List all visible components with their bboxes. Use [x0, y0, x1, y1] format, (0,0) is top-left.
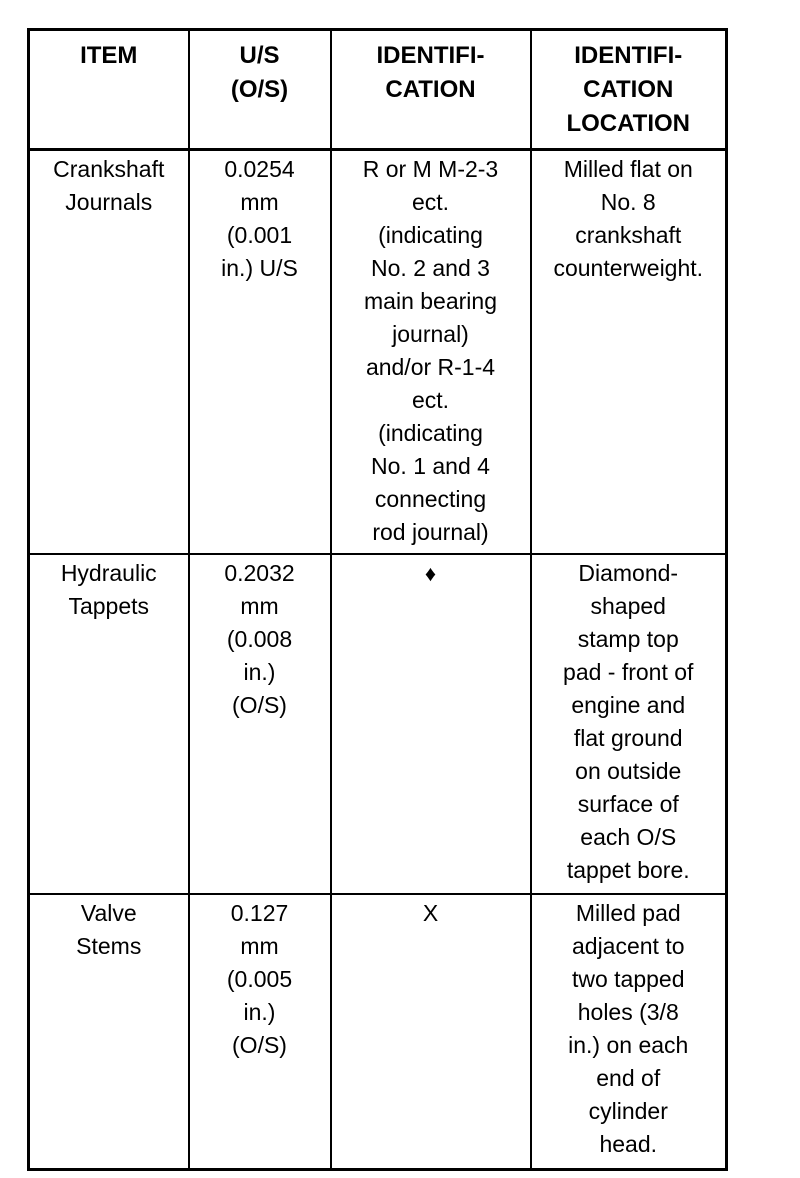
cell-line: stamp top	[577, 625, 679, 652]
cell-line: two tapped	[571, 965, 685, 992]
undersize-oversize-identification-table	[27, 28, 728, 1171]
cell-location	[531, 150, 727, 554]
cell-item	[29, 554, 189, 894]
header-item	[29, 30, 189, 150]
cell-line: engine and	[571, 691, 686, 718]
cell-line: X	[422, 899, 439, 926]
cell-line: No. 2 and 3	[371, 255, 490, 281]
cell-size	[189, 554, 331, 894]
header-us-os	[189, 30, 331, 150]
cell-size	[189, 894, 331, 1170]
header-identification-location	[531, 30, 727, 150]
cell-line: Crankshaft	[53, 156, 165, 182]
cell-line: in.) on each	[568, 1031, 689, 1058]
cell-line: head.	[599, 1130, 658, 1157]
cell-line: Valve	[80, 899, 137, 926]
cell-line: Diamond-	[578, 559, 679, 586]
cell-identification	[331, 150, 531, 554]
cell-line: cylinder	[588, 1097, 668, 1124]
header-location-line: IDENTIFI-	[574, 42, 683, 69]
diamond-icon: ♦	[424, 560, 437, 586]
cell-size	[189, 150, 331, 554]
cell-line: and/or R-1-4	[365, 354, 496, 380]
cell-line: Journals	[65, 189, 153, 215]
cell-line: ect.	[411, 189, 450, 215]
header-location-line: CATION	[583, 76, 674, 103]
table-row-hydraulic-tappets	[29, 554, 727, 894]
cell-line: each O/S	[580, 823, 677, 850]
header-row	[29, 30, 727, 150]
cell-line: mm	[240, 592, 279, 619]
cell-line: in.)	[243, 658, 276, 685]
cell-line: mm	[240, 932, 279, 959]
cell-line: Tappets	[68, 592, 150, 619]
cell-line: No. 1 and 4	[371, 453, 490, 479]
cell-line: (0.001	[226, 222, 293, 248]
cell-line: (indicating	[378, 420, 483, 446]
header-us-os-line: (O/S)	[230, 76, 289, 103]
header-item-line: ITEM	[80, 42, 138, 69]
header-identification-line: IDENTIFI-	[376, 42, 485, 69]
cell-line: tappet bore.	[566, 856, 690, 883]
cell-line: rod journal)	[372, 519, 489, 545]
header-us-os-line: U/S	[239, 42, 280, 69]
cell-line: in.) U/S	[221, 255, 298, 281]
cell-line: 0.0254	[224, 156, 295, 182]
cell-line: Milled flat on	[563, 156, 693, 182]
cell-line: in.)	[243, 998, 276, 1025]
cell-line: flat ground	[573, 724, 683, 751]
cell-line: end of	[596, 1064, 661, 1091]
cell-line: journal)	[392, 321, 469, 347]
header-location-line: LOCATION	[566, 110, 691, 137]
table-row-valve-stems	[29, 894, 727, 1170]
cell-line: R or M M-2-3	[362, 156, 499, 182]
cell-line: No. 8	[600, 189, 656, 215]
cell-line: mm	[240, 189, 279, 215]
cell-line: (O/S)	[232, 691, 287, 718]
table-row-crankshaft-journals	[29, 150, 727, 554]
cell-line: shaped	[590, 592, 666, 619]
cell-line: holes (3/8	[577, 998, 679, 1025]
cell-line: adjacent to	[571, 932, 685, 959]
cell-line: counterweight.	[553, 255, 704, 281]
cell-line: Hydraulic	[60, 559, 157, 586]
cell-identification	[331, 554, 531, 894]
cell-line: crankshaft	[575, 222, 682, 248]
cell-line: 0.127	[230, 899, 289, 926]
cell-line: ect.	[411, 387, 450, 413]
cell-item	[29, 150, 189, 554]
cell-line: connecting	[374, 486, 487, 512]
header-identification-line: CATION	[385, 76, 476, 103]
cell-location	[531, 894, 727, 1170]
cell-line: (indicating	[378, 222, 483, 248]
cell-line: on outside	[575, 757, 682, 784]
cell-line: surface of	[577, 790, 679, 817]
cell-line: (O/S)	[232, 1031, 287, 1058]
cell-line: pad - front of	[563, 658, 694, 685]
cell-location	[531, 554, 727, 894]
cell-item	[29, 894, 189, 1170]
cell-line: (0.005	[226, 965, 293, 992]
cell-line: Milled pad	[575, 899, 681, 926]
cell-line: Stems	[76, 932, 142, 959]
cell-line: main bearing	[364, 288, 497, 314]
cell-line: 0.2032	[224, 559, 295, 586]
cell-identification	[331, 894, 531, 1170]
header-identification	[331, 30, 531, 150]
cell-line: (0.008	[226, 625, 293, 652]
